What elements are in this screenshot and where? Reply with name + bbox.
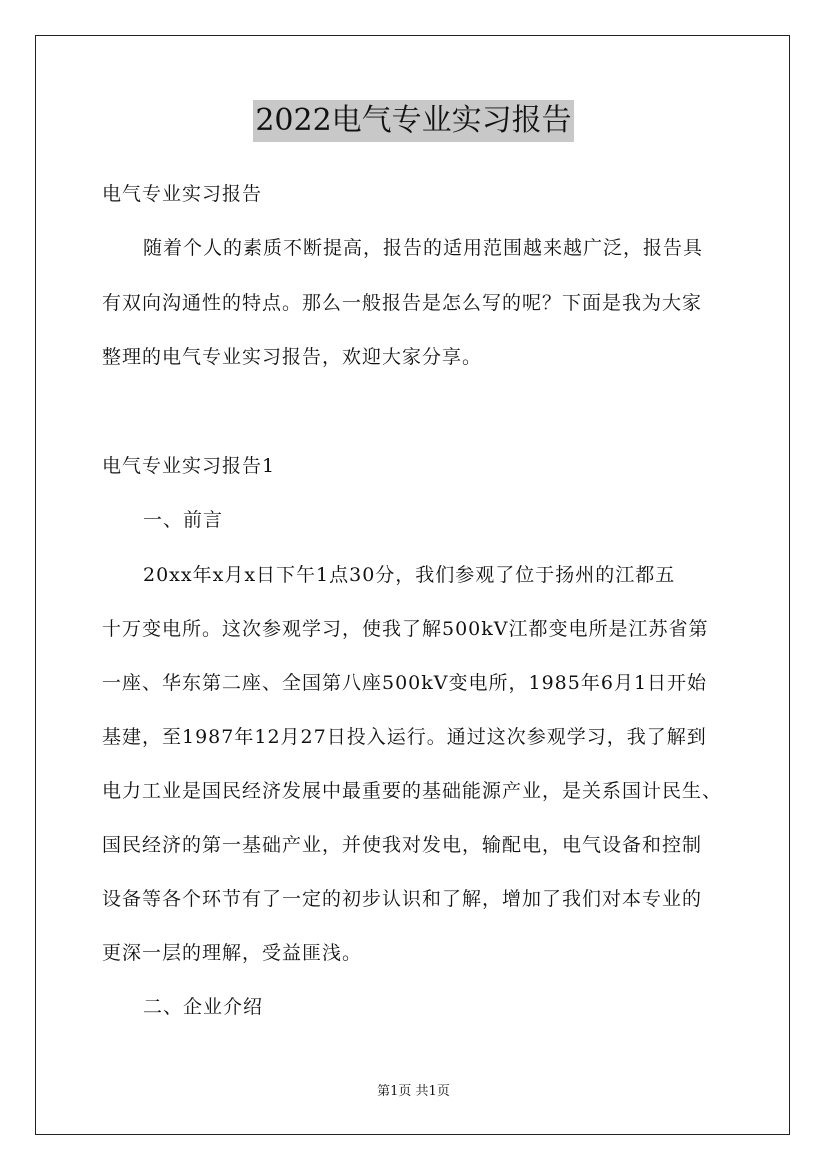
paragraph-line: 整理的电气专业实习报告，欢迎大家分享。	[102, 346, 483, 368]
paragraph-line: 更深一层的理解，受益匪浅。	[102, 942, 363, 964]
paragraph-line: 基建，至1987年12月27日投入运行。通过这次参观学习，我了解到	[102, 726, 707, 748]
paragraph-line: 设备等各个环节有了一定的初步认识和了解，增加了我们对本专业的	[102, 888, 703, 910]
paragraph-line: 一座、华东第二座、全国第八座500kV变电所，1985年6月1日开始	[102, 672, 708, 694]
subsection-heading: 二、企业介绍	[143, 996, 264, 1018]
paragraph-line: 电力工业是国民经济发展中最重要的基础能源产业，是关系国计民生、	[102, 780, 723, 802]
paragraph-line: 随着个人的素质不断提高，报告的适用范围越来越广泛，报告具	[143, 237, 704, 259]
paragraph-line: 国民经济的第一基础产业，并使我对发电，输配电，电气设备和控制	[102, 834, 703, 856]
paragraph-line: 十万变电所。这次参观学习，使我了解500kV江都变电所是江苏省第	[102, 618, 709, 640]
subsection-heading: 一、前言	[143, 509, 224, 531]
section-heading: 电气专业实习报告	[102, 183, 263, 205]
paragraph-line: 20xx年x月x日下午1点30分，我们参观了位于扬州的江都五	[143, 564, 676, 586]
document-title: 2022电气专业实习报告	[253, 100, 573, 142]
paragraph-line: 有双向沟通性的特点。那么一般报告是怎么写的呢？下面是我为大家	[102, 292, 703, 314]
section-heading: 电气专业实习报告1	[102, 455, 276, 477]
document-title-wrap	[0, 99, 827, 143]
page-footer: 第1页 共1页	[377, 1084, 450, 1099]
